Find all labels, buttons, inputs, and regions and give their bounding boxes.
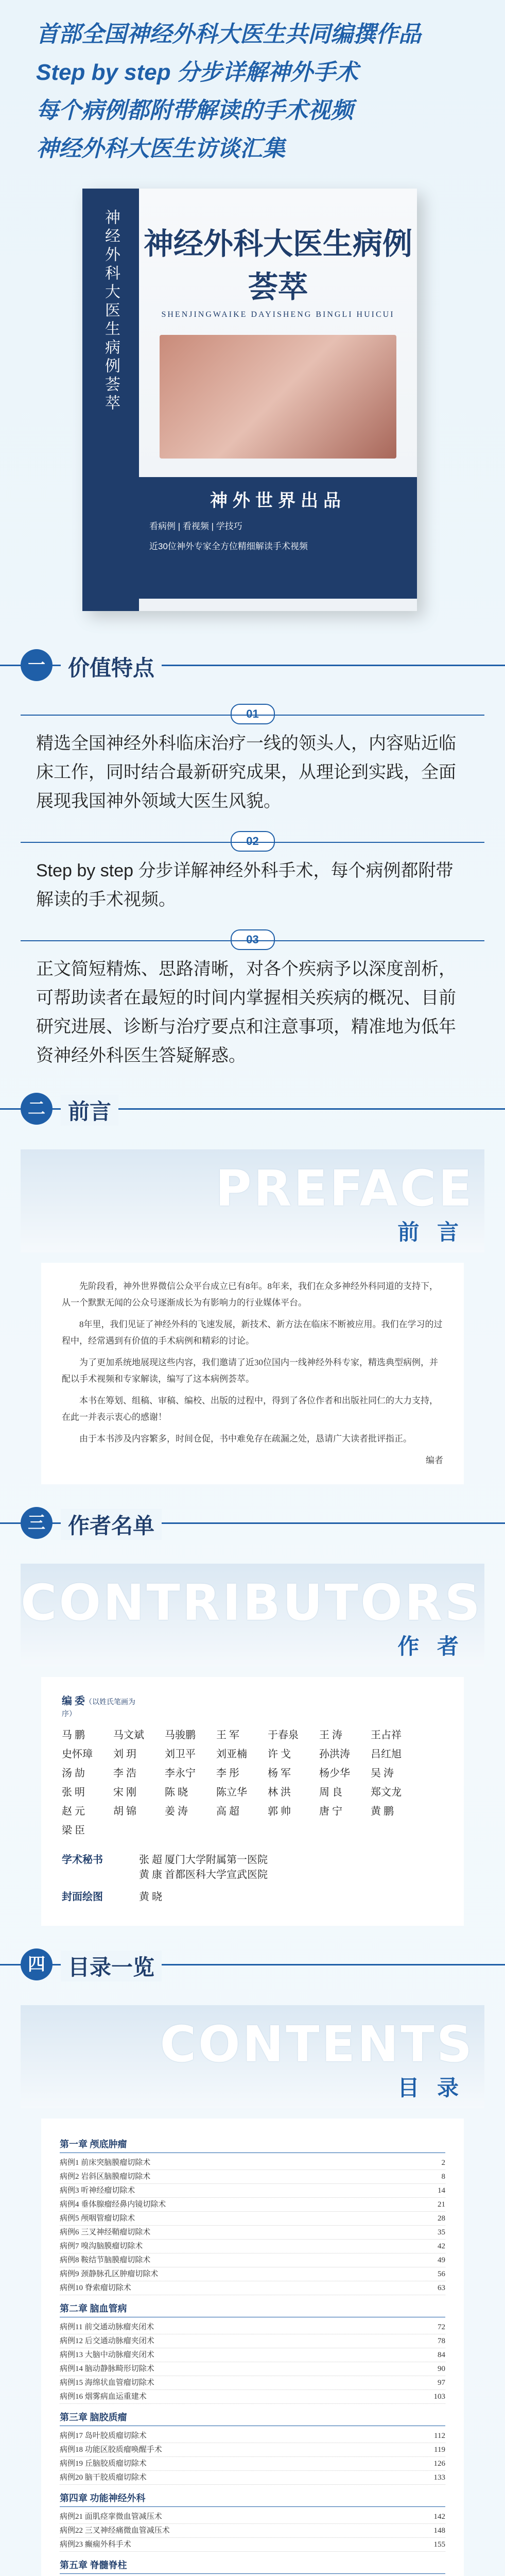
toc-item-title: 病例10 脊索瘤切除术	[60, 2284, 131, 2292]
toc-item-page: 49	[438, 2256, 445, 2264]
editorial-name: 马 鹏	[62, 1730, 85, 1741]
toc-item-title: 病例8 鞍结节脑膜瘤切除术	[60, 2256, 151, 2264]
secretary-names	[139, 1851, 268, 1881]
section-number: 四	[21, 1948, 53, 1980]
cover-artist-label: 封面绘图	[62, 1891, 103, 1903]
toc-item-page: 155	[433, 2540, 445, 2549]
toc-item-page: 2	[441, 2159, 445, 2167]
toc-item-title: 病例13 大脑中动脉瘤夹闭术	[60, 2351, 154, 2359]
toc-item	[60, 2184, 445, 2198]
toc-item-page: 21	[438, 2200, 445, 2209]
cover-artist-row	[62, 1888, 443, 1903]
toc-item	[60, 2253, 445, 2267]
toc-item	[60, 2362, 445, 2376]
toc-item	[60, 2240, 445, 2253]
editorial-name: 姜 涛	[165, 1806, 188, 1817]
toc-item-title: 病例14 脑动静脉畸形切除术	[60, 2365, 154, 2373]
toc-chapter: 第二章 脑血管病	[60, 2301, 445, 2317]
cover-title: 神经外科大医生病例荟萃	[143, 226, 412, 304]
editorial-row	[62, 1692, 443, 1719]
authors-list	[41, 1677, 464, 1926]
toc-item-page: 90	[438, 2365, 445, 2373]
toc-item-title: 病例7 嗅沟脑膜瘤切除术	[60, 2242, 143, 2250]
toc-item-page: 35	[438, 2228, 445, 2236]
toc-item	[60, 2348, 445, 2362]
editorial-name: 汤 劼	[62, 1768, 85, 1779]
hero-line: 首部全国神经外科大医生共同编撰作品	[36, 22, 421, 47]
feature-badge: 01	[231, 704, 275, 724]
toc-item	[60, 2226, 445, 2240]
editorial-name: 林 洪	[268, 1787, 291, 1798]
feature-text: 精选全国神经外科临床治疗一线的领头人，内容贴近临床工作，同时结合最新研究成果，从理论到实践，全面展现我国神外领域大医生风貌。	[36, 734, 456, 811]
toc-item-page: 63	[438, 2284, 445, 2292]
toc-item-page: 103	[433, 2393, 445, 2401]
editorial-name: 杨 军	[268, 1768, 291, 1779]
secretary-name: 张 超 厦门大学附属第一医院	[139, 1854, 268, 1866]
feature-item	[21, 929, 484, 1070]
hero-line: 每个病例都附带解读的手术视频	[36, 98, 353, 123]
toc-item-page: 72	[438, 2323, 445, 2331]
feature-badge: 02	[231, 831, 275, 852]
secretary-name: 黄 康 首都医科大学宣武医院	[139, 1869, 268, 1880]
editorial-name: 赵 元	[62, 1806, 85, 1817]
editorial-name: 陈立华	[216, 1787, 247, 1798]
toc-item-title: 病例4 垂体腺瘤经鼻内镜切除术	[60, 2200, 166, 2209]
editorial-name: 李 浩	[113, 1768, 136, 1779]
toc-item-title: 病例18 功能区胶质瘤唤醒手术	[60, 2446, 162, 2454]
editorial-name: 许 戈	[268, 1749, 291, 1760]
feature-item	[21, 704, 484, 816]
feature-text: 正文简短精炼、思路清晰，对各个疾病予以深度剖析，可帮助读者在最短的时间内掌握相关疾病的概况、目前研究进展、诊断与治疗要点和注意事项，精准地为低年资神经外科医生答疑解惑。	[36, 959, 456, 1065]
section-title: 前言	[61, 1095, 118, 1126]
cover-pinyin: SHENJINGWAIKE DAYISHENG BINGLI HUICUI	[161, 310, 395, 319]
toc-item-title: 病例6 三叉神经鞘瘤切除术	[60, 2228, 151, 2236]
section-number: 二	[21, 1093, 53, 1125]
toc-banner	[21, 2005, 484, 2108]
editorial-name: 杨少华	[319, 1768, 350, 1779]
toc-item	[60, 2170, 445, 2184]
toc-item-title: 病例16 烟雾病血运重建术	[60, 2393, 147, 2401]
editorial-name: 于春泉	[268, 1730, 299, 1741]
editorial-name: 刘亚楠	[216, 1749, 247, 1760]
toc-item-title: 病例9 颈静脉孔区肿瘤切除术	[60, 2270, 159, 2278]
toc-item-title: 病例1 前床突脑膜瘤切除术	[60, 2159, 151, 2167]
editorial-name: 马文斌	[113, 1730, 144, 1741]
editorial-name: 郭 帅	[268, 1806, 291, 1817]
toc-chapter: 第一章 颅底肿瘤	[60, 2137, 445, 2153]
toc-item	[60, 2429, 445, 2443]
section-header-features	[0, 642, 505, 688]
book-image	[0, 173, 505, 626]
editorial-name: 刘 玥	[113, 1749, 136, 1760]
editorial-name: 吕红旭	[371, 1749, 402, 1760]
toc-item	[60, 2156, 445, 2170]
editorial-name: 王 涛	[319, 1730, 342, 1741]
toc-item-page: 126	[433, 2460, 445, 2468]
toc-item-page: 133	[433, 2473, 445, 2482]
toc-item-title: 病例22 三叉神经痛微血管减压术	[60, 2527, 170, 2535]
toc-item-page: 56	[438, 2270, 445, 2278]
toc-list	[41, 2119, 464, 2576]
toc-item	[60, 2443, 445, 2457]
editorial-name: 宋 刚	[113, 1787, 136, 1798]
editorial-label: 编 委（以姓氏笔画为序）	[62, 1696, 135, 1718]
editorial-name: 周 良	[319, 1787, 342, 1798]
secretary-row	[62, 1851, 443, 1881]
preface-paragraph: 先阶段看，神外世界微信公众平台成立已有8年。8年来，我们在众多神经外科同道的支持下，从一个默默无闻的公众号逐渐成长为有影响力的行业媒体平台。	[62, 1281, 438, 1308]
authors-banner	[21, 1564, 484, 1667]
cover-band-title: 神外世界出品	[210, 490, 346, 511]
toc-item	[60, 2212, 445, 2226]
toc-item	[60, 2457, 445, 2471]
toc-item-page: 97	[438, 2379, 445, 2387]
preface-banner	[21, 1149, 484, 1252]
toc-item	[60, 2198, 445, 2212]
editorial-name: 史怀璋	[62, 1749, 93, 1760]
banner-watermark: CONTRIBUTORS	[21, 1574, 482, 1632]
section-title: 作者名单	[61, 1509, 162, 1540]
editorial-name: 王占祥	[371, 1730, 402, 1741]
toc-item-title: 病例17 岛叶胶质瘤切除术	[60, 2432, 147, 2440]
toc-item-title: 病例21 面肌痉挛微血管减压术	[60, 2513, 162, 2521]
toc-item-title: 病例19 丘脑胶质瘤切除术	[60, 2460, 147, 2468]
editorial-name: 李永宁	[165, 1768, 196, 1779]
banner-watermark: PREFACE	[215, 1160, 474, 1217]
toc-item-page: 8	[441, 2173, 445, 2181]
preface-paragraph: 8年里，我们见证了神经外科的飞速发展，新技术、新方法在临床不断被应用。我们在学习的过程中，经常遇到有价值的手术病例和精彩的讨论。	[62, 1319, 443, 1346]
preface-paragraph: 为了更加系统地展现这些内容，我们邀请了近30位国内一线神经外科专家，精选典型病例，并配以手术视频和专家解读，编写了这本病例荟萃。	[62, 1358, 438, 1384]
toc-item-page: 148	[433, 2527, 445, 2535]
toc-chapter: 第四章 功能神经外科	[60, 2491, 445, 2507]
toc-item-page: 42	[438, 2242, 445, 2250]
editorial-names	[62, 1726, 443, 1841]
editorial-name: 黄 鹏	[371, 1806, 394, 1817]
cover-surgery-image	[160, 335, 396, 459]
toc-item-page: 14	[438, 2187, 445, 2195]
editorial-name: 唐 宁	[319, 1806, 342, 1817]
toc-item	[60, 2510, 445, 2524]
toc-item-page: 112	[434, 2432, 445, 2440]
editorial-name: 高 超	[216, 1806, 239, 1817]
toc-item-title: 病例5 颅咽管瘤切除术	[60, 2214, 135, 2223]
toc-item-title: 病例2 岩斜区脑膜瘤切除术	[60, 2173, 151, 2181]
section-header-toc	[0, 1941, 505, 1988]
toc-item	[60, 2281, 445, 2295]
section-title: 价值特点	[61, 651, 162, 682]
toc-item-page: 78	[438, 2337, 445, 2345]
editorial-name: 刘卫平	[165, 1749, 196, 1760]
feature-badge: 03	[231, 929, 275, 950]
hero-line: 神经外科大医生访谈汇集	[36, 136, 285, 161]
editorial-name: 吴 涛	[371, 1768, 394, 1779]
toc-item	[60, 2471, 445, 2485]
banner-title: 目 录	[397, 2075, 464, 2100]
feature-item	[21, 831, 484, 914]
toc-item-title: 病例23 癫痫外科手术	[60, 2540, 131, 2549]
toc-item	[60, 2320, 445, 2334]
toc-item-title: 病例20 脑干胶质瘤切除术	[60, 2473, 147, 2482]
editorial-name: 胡 锦	[113, 1806, 136, 1817]
toc-item	[60, 2524, 445, 2538]
toc-item-page: 119	[434, 2446, 445, 2454]
section-number: 三	[21, 1507, 53, 1539]
toc-item-page: 84	[438, 2351, 445, 2359]
section-number: 一	[21, 649, 53, 681]
toc-item-title: 病例15 海绵状血管瘤切除术	[60, 2379, 154, 2387]
cover-artist-name: 黄 晓	[139, 1891, 162, 1903]
cover-band	[139, 477, 417, 599]
spine-title: 神经外科大医生病例荟萃	[102, 209, 120, 413]
section-header-authors	[0, 1500, 505, 1546]
book-cover	[139, 189, 417, 611]
cover-band-sub: 近30位神外专家全方位精细解读手术视频	[149, 541, 308, 551]
section-header-preface	[0, 1086, 505, 1132]
toc-chapter: 第三章 脑胶质瘤	[60, 2410, 445, 2426]
editorial-name: 王 军	[216, 1730, 239, 1741]
toc-item-title: 病例3 听神经瘤切除术	[60, 2187, 135, 2195]
toc-item-title: 病例11 前交通动脉瘤夹闭术	[60, 2323, 154, 2331]
editorial-name: 陈 晓	[165, 1787, 188, 1798]
secretary-label: 学术秘书	[62, 1854, 103, 1866]
book-spine	[82, 189, 139, 611]
toc-item	[60, 2376, 445, 2390]
preface-signature: 编者	[426, 1455, 443, 1465]
banner-title: 作 者	[397, 1634, 464, 1659]
toc-chapter: 第五章 脊髓脊柱	[60, 2558, 445, 2574]
preface-paragraph: 本书在筹划、组稿、审稿、编校、出版的过程中，得到了各位作者和出版社同仁的大力支持，在此一并表示衷心的感谢！	[62, 1396, 438, 1422]
editorial-name: 马骏鹏	[165, 1730, 196, 1741]
editorial-name: 孙洪涛	[319, 1749, 350, 1760]
toc-item-page: 142	[433, 2513, 445, 2521]
editorial-name: 梁 臣	[62, 1825, 85, 1836]
hero-line: Step by step 分步详解神外手术	[36, 60, 358, 85]
toc-item	[60, 2334, 445, 2348]
editorial-name: 李 彤	[216, 1768, 239, 1779]
banner-title: 前 言	[397, 1219, 464, 1245]
hero-text	[0, 0, 505, 168]
feature-text: Step by step 分步详解神经外科手术，每个病例都附带解读的手术视频。	[36, 861, 454, 909]
banner-watermark: CONTENTS	[160, 2015, 474, 2073]
toc-item	[60, 2267, 445, 2281]
toc-item-title: 病例12 后交通动脉瘤夹闭术	[60, 2337, 154, 2345]
preface-body	[41, 1263, 464, 1484]
toc-item	[60, 2538, 445, 2552]
toc-item	[60, 2390, 445, 2404]
section-title: 目录一览	[61, 1951, 162, 1981]
editorial-name: 张 明	[62, 1787, 85, 1798]
toc-item-page: 28	[438, 2214, 445, 2223]
editorial-name: 郑文龙	[371, 1787, 402, 1798]
cover-band-sub: 看病例 | 看视频 | 学技巧	[149, 521, 242, 531]
preface-paragraph: 由于本书涉及内容繁多，时间仓促，书中难免存在疏漏之处，恳请广大读者批评指正。	[79, 1434, 412, 1444]
